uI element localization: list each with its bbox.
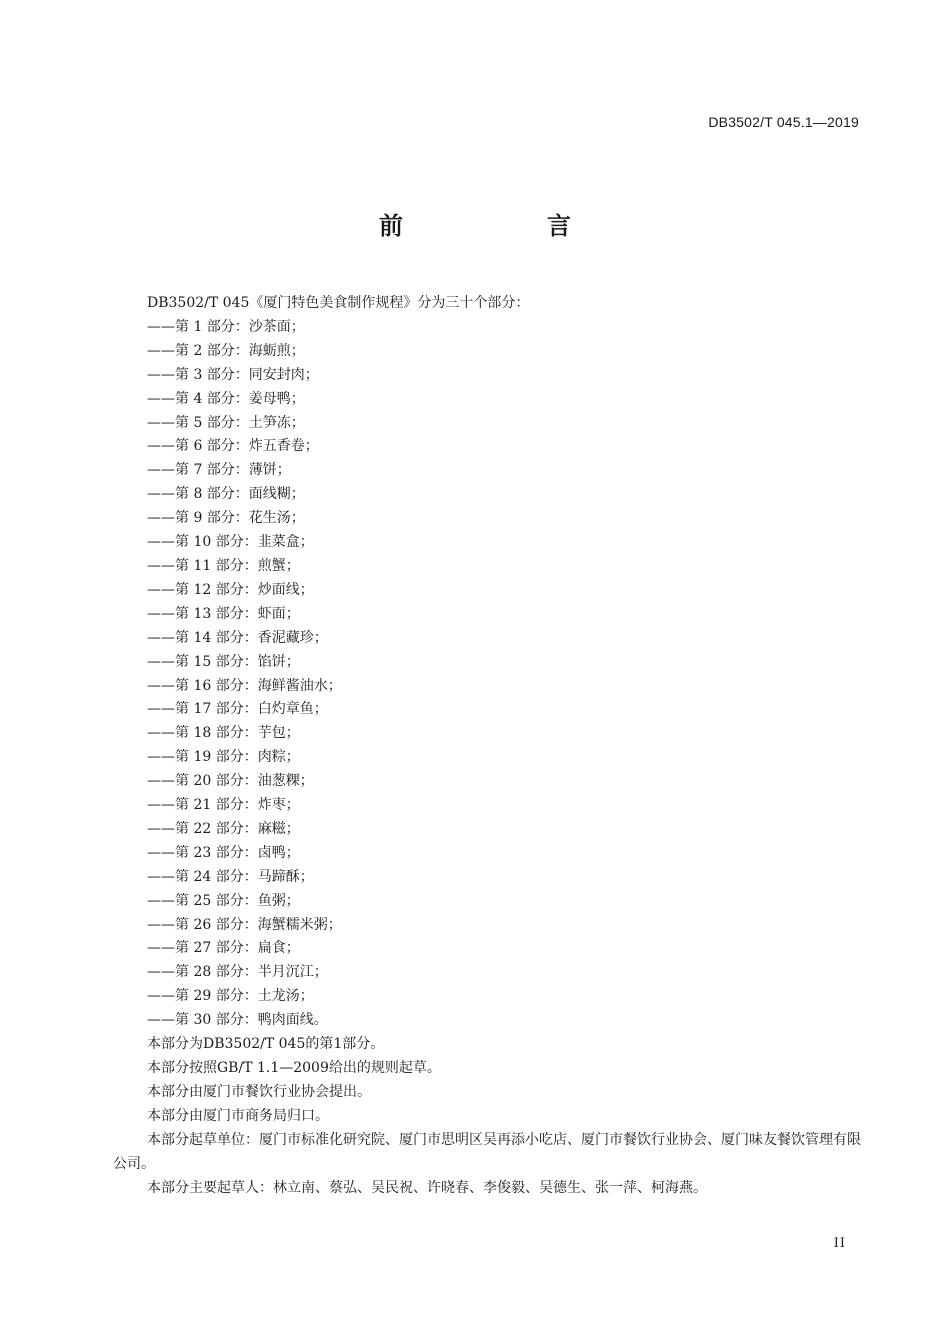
list-item: ——第 12 部分：炒面线； xyxy=(147,581,314,598)
list-item: ——第 27 部分：扁食； xyxy=(147,940,300,957)
list-item: ——第 4 部分：姜母鸭； xyxy=(147,390,305,407)
list-item: ——第 30 部分：鸭肉面线。 xyxy=(147,1012,328,1029)
paragraph-proposer: 本部分由厦门市餐饮行业协会提出。 xyxy=(147,1083,371,1100)
list-item: ——第 19 部分：肉粽； xyxy=(147,749,300,766)
paragraph-drafting-rule: 本部分按照GB/T 1.1—2009给出的规则起草。 xyxy=(147,1060,441,1076)
list-item: ——第 1 部分：沙茶面； xyxy=(147,318,305,335)
list-item: ——第 21 部分：炸枣； xyxy=(147,797,300,814)
list-item: ——第 14 部分：香泥藏珍； xyxy=(147,629,328,646)
list-item: ——第 15 部分：馅饼； xyxy=(147,653,300,670)
list-item: ——第 6 部分：炸五香卷； xyxy=(147,438,319,455)
list-item: ——第 10 部分：韭菜盒； xyxy=(147,534,314,551)
list-item: ——第 17 部分：白灼章鱼； xyxy=(147,701,328,718)
parts-list xyxy=(113,316,863,1033)
list-item: ——第 16 部分：海鲜酱油水； xyxy=(147,677,342,694)
list-item: ——第 23 部分：卤鸭； xyxy=(147,844,300,861)
document-code: DB3502/T 045.1—2019 xyxy=(708,114,859,130)
list-item: ——第 3 部分：同安封肉； xyxy=(147,366,319,383)
list-item: ——第 25 部分：鱼粥； xyxy=(147,892,300,909)
list-item: ——第 18 部分：芋包； xyxy=(147,725,300,742)
paragraph-administrator: 本部分由厦门市商务局归口。 xyxy=(147,1107,329,1124)
list-item: ——第 8 部分：面线糊； xyxy=(147,486,305,503)
list-item: ——第 7 部分：薄饼； xyxy=(147,462,291,479)
paragraph-part-number: 本部分为DB3502/T 045的第1部分。 xyxy=(147,1036,385,1053)
list-item: ——第 2 部分：海蛎煎； xyxy=(147,342,305,359)
list-item: ——第 20 部分：油葱粿； xyxy=(147,773,314,790)
paragraph-drafters: 本部分主要起草人：林立南、蔡弘、吴民祝、许晓春、李俊毅、吴德生、张一萍、柯海燕。 xyxy=(147,1179,707,1196)
list-item: ——第 9 部分：花生汤； xyxy=(147,510,305,527)
page-title: 前 言 xyxy=(379,212,631,240)
list-item: ——第 26 部分：海蟹糯米粥； xyxy=(147,916,342,933)
document-body xyxy=(113,292,863,1200)
list-item: ——第 29 部分：土龙汤； xyxy=(147,988,314,1005)
list-item: ——第 11 部分：煎蟹； xyxy=(147,557,300,574)
list-item: ——第 24 部分：马蹄酥； xyxy=(147,868,314,885)
intro-paragraph: DB3502/T 045《厦门特色美食制作规程》分为三十个部分： xyxy=(147,295,530,311)
list-item: ——第 13 部分：虾面； xyxy=(147,605,300,622)
list-item: ——第 22 部分：麻糍； xyxy=(147,820,300,837)
list-item: ——第 5 部分：土笋冻； xyxy=(147,414,305,431)
page-number: II xyxy=(833,1236,846,1251)
list-item: ——第 28 部分：半月沉江； xyxy=(147,964,328,981)
paragraph-drafting-units: 本部分起草单位：厦门市标准化研究院、厦门市思明区吴再添小吃店、厦门市餐饮行业协会、厦门味友餐饮管理有限公司。 xyxy=(113,1131,861,1172)
